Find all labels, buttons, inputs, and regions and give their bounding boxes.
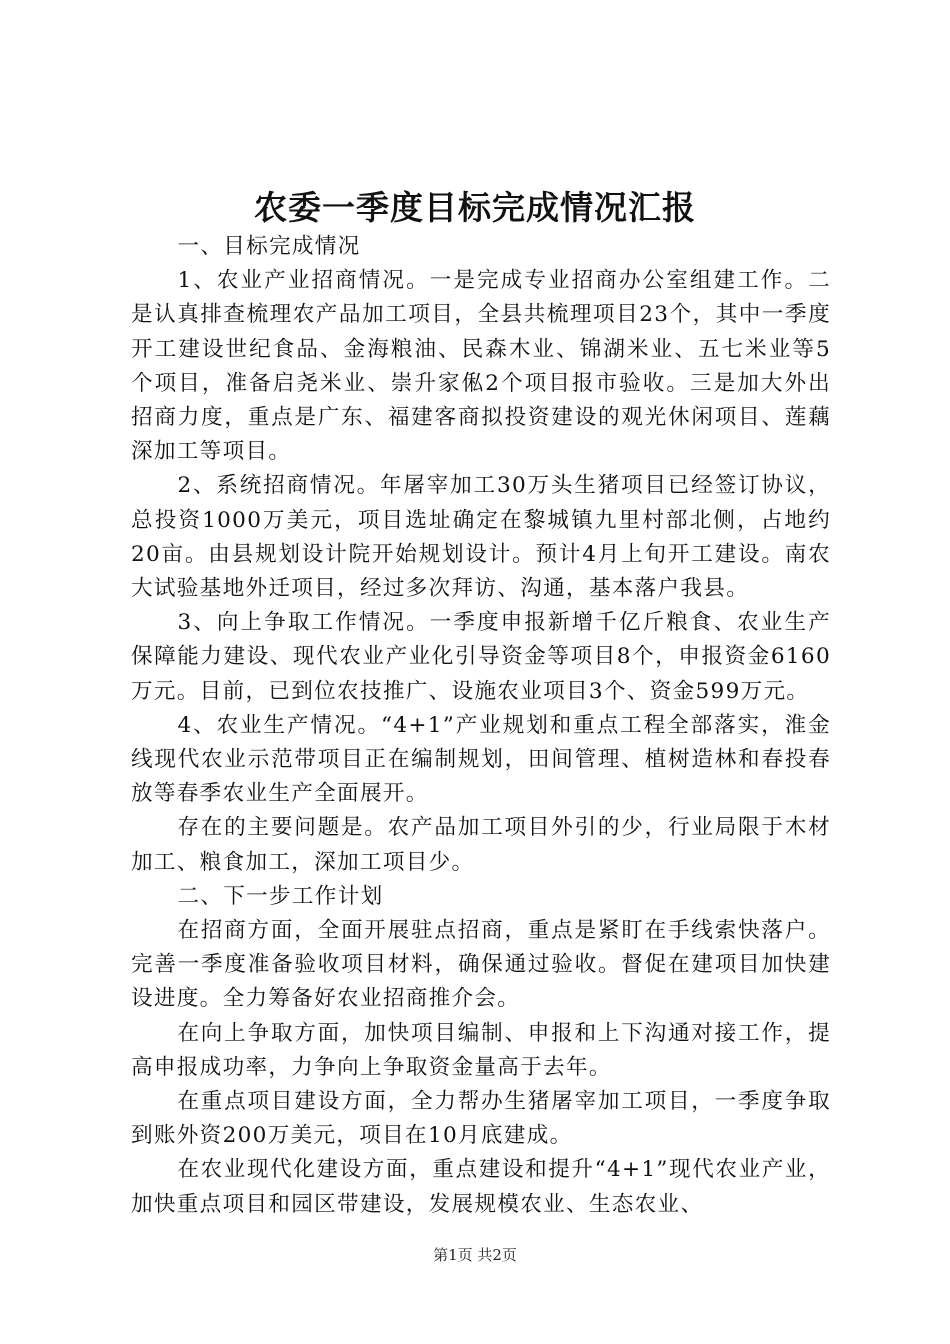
document-title: 农委一季度目标完成情况汇报: [254, 188, 696, 227]
paragraph-plan-modernization: 在农业现代化建设方面，重点建设和提升“4+1”现代农业产业，加快重点项目和园区带建设，发展规模农业、生态农业、: [131, 1157, 831, 1217]
paragraph-system-investment: 2、系统招商情况。年屠宰加工30万头生猪项目已经签订协议，总投资1000万美元，项目选址确定在黎城镇九里村部北侧，占地约20亩。由县规划设计院开始规划设计。预计4月上旬开工建设。南农大试验基地外迁项目，经过多次拜访、沟通，基本落户我县。: [131, 473, 831, 602]
paragraph-plan-investment: 在招商方面，全面开展驻点招商，重点是紧盯在手线索快落户。完善一季度准备验收项目材料，确保通过验收。督促在建项目加快建设进度。全力筹备好农业招商推介会。: [131, 918, 831, 1012]
paragraph-plan-key-projects: 在重点项目建设方面，全力帮办生猪屠宰加工项目，一季度争取到账外资200万美元，项目在10月底建成。: [131, 1089, 831, 1149]
document-body: [131, 230, 831, 1222]
paragraph-agricultural-production: 4、农业生产情况。“4+1”产业规划和重点工程全部落实，淮金线现代农业示范带项目正在编制规划，田间管理、植树造林和春投春放等春季农业生产全面展开。: [131, 712, 831, 807]
paragraph-industry-investment: 1、农业产业招商情况。一是完成专业招商办公室组建工作。二是认真排查梳理农产品加工项目，全县共梳理项目23个，其中一季度开工建设世纪食品、金海粮油、民森木业、锦湖米业、五七米业等5个项目，准备启尧米业、崇升家俬2个项目报市验收。三是加大外出招商力度，重点是广东、福建客商拟投资建设的观光休闲项目、莲藕深加工等项目。: [131, 268, 831, 465]
section-heading-1: 一、目标完成情况: [177, 234, 361, 259]
section-heading-2: 二、下一步工作计划: [177, 883, 384, 909]
paragraph-plan-funding: 在向上争取方面，加快项目编制、申报和上下沟通对接工作，提高申报成功率，力争向上争取资金量高于去年。: [131, 1020, 831, 1080]
page-number-footer: 第1页 共2页: [433, 1246, 517, 1264]
paragraph-funding-applications: 3、向上争取工作情况。一季度申报新增千亿斤粮食、农业生产保障能力建设、现代农业产业化引导资金等项目8个，申报资金6160万元。目前，已到位农技推广、设施农业项目3个、资金599万元。: [131, 610, 831, 704]
paragraph-main-problems: 存在的主要问题是。农产品加工项目外引的少，行业局限于木材加工、粮食加工，深加工项目少。: [131, 815, 831, 875]
